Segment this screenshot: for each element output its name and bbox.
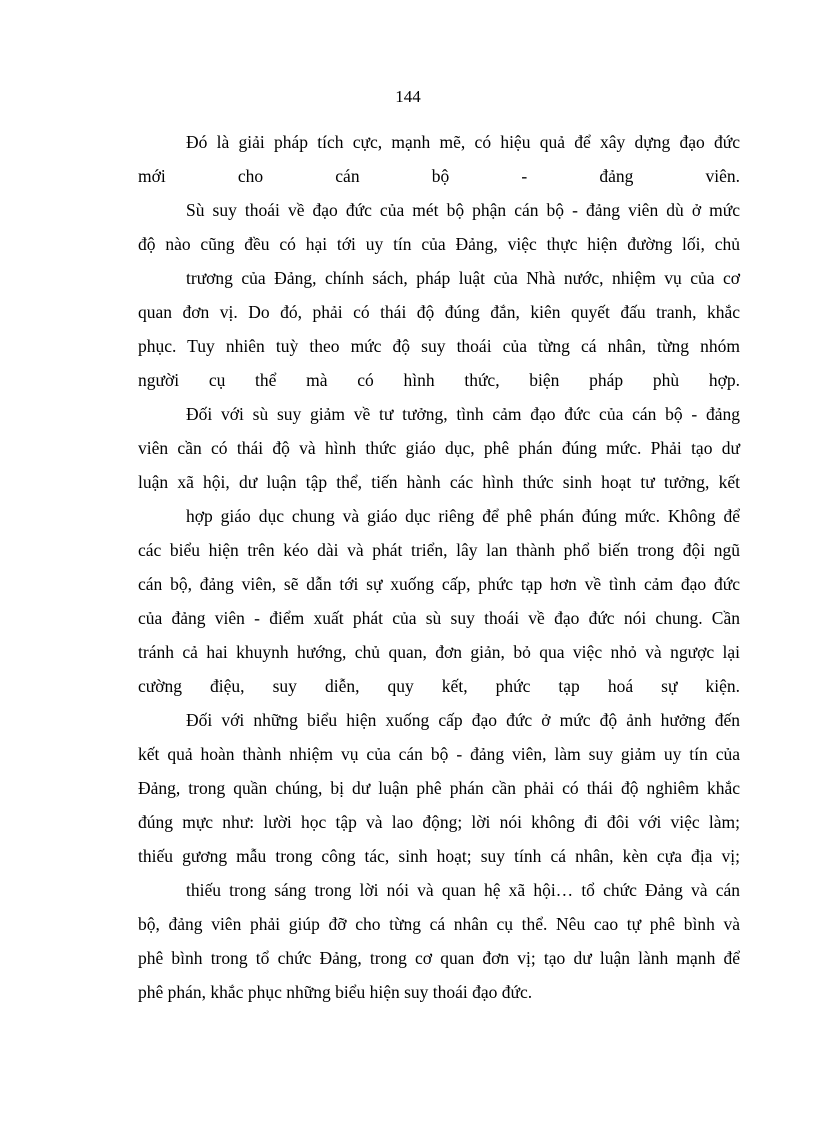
text-line: Đảng, trong quần chúng, bị dư luận phê phán cần phải có thái độ nghiêm khắc — [138, 778, 740, 798]
text-line: phê bình trong tổ chức Đảng, trong cơ quan đơn vị; tạo dư luận lành mạnh để — [138, 948, 740, 968]
text-line: thiếu trong sáng trong lời nói và quan hệ xã hội… tổ chức Đảng và cán — [186, 880, 740, 900]
text-line: thiếu gương mẫu trong công tác, sinh hoạt; suy tính cá nhân, kèn cựa địa vị; — [138, 846, 740, 866]
text-line: trương của Đảng, chính sách, pháp luật của Nhà nước, nhiệm vụ của cơ — [186, 268, 740, 288]
text-line: phục. Tuy nhiên tuỳ theo mức độ suy thoái của từng cá nhân, từng nhóm — [138, 336, 740, 356]
text-line: kết quả hoàn thành nhiệm vụ của cán bộ - đảng viên, làm suy giảm uy tín của — [138, 744, 740, 764]
text-line: phê phán, khắc phục những biểu hiện suy thoái đạo đức. — [138, 982, 533, 1002]
text-line: cán bộ, đảng viên, sẽ dẫn tới sự xuống cấp, phức tạp hơn về tình cảm đạo đức — [138, 574, 740, 594]
text-line: luận xã hội, dư luận tập thể, tiến hành các hình thức sinh hoạt tư tưởng, kết — [138, 472, 740, 492]
text-line: mới cho cán bộ - đảng viên. — [138, 166, 740, 186]
text-line: người cụ thể mà có hình thức, biện pháp phù hợp. — [138, 370, 740, 390]
text-line: độ nào cũng đều có hại tới uy tín của Đảng, việc thực hiện đường lối, chủ — [138, 234, 740, 254]
text-line: Đó là giải pháp tích cực, mạnh mẽ, có hiệu quả để xây dựng đạo đức — [186, 132, 740, 152]
body-text — [138, 131, 740, 1015]
text-line: Đối với sù suy giảm về tư tưởng, tình cảm đạo đức của cán bộ - đảng — [186, 404, 740, 424]
text-line: Đối với những biểu hiện xuống cấp đạo đức ở mức độ ảnh hưởng đến — [186, 710, 740, 730]
text-line: bộ, đảng viên phải giúp đỡ cho từng cá nhân cụ thể. Nêu cao tự phê bình và — [138, 914, 740, 934]
text-line: cường điệu, suy diễn, quy kết, phức tạp hoá sự kiện. — [138, 676, 740, 696]
text-line: đúng mực như: lười học tập và lao động; lời nói không đi đôi với việc làm; — [138, 812, 740, 832]
text-line: các biểu hiện trên kéo dài và phát triển, lây lan thành phổ biến trong đội ngũ — [138, 540, 740, 560]
text-line: của đảng viên - điểm xuất phát của sù suy thoái về đạo đức nói chung. Cần — [138, 608, 740, 628]
text-line: hợp giáo dục chung và giáo dục riêng để phê phán đúng mức. Không để — [186, 506, 740, 526]
text-line: Sù suy thoái về đạo đức của mét bộ phận cán bộ - đảng viên dù ở mức — [186, 200, 740, 220]
text-line: tránh cả hai khuynh hướng, chủ quan, đơn giản, bỏ qua việc nhỏ và ngược lại — [138, 642, 740, 662]
page-number: 144 — [395, 87, 421, 106]
text-line: quan đơn vị. Do đó, phải có thái độ đúng đắn, kiên quyết đấu tranh, khắc — [138, 302, 740, 322]
text-line: viên cần có thái độ và hình thức giáo dục, phê phán đúng mức. Phải tạo dư — [138, 438, 740, 458]
